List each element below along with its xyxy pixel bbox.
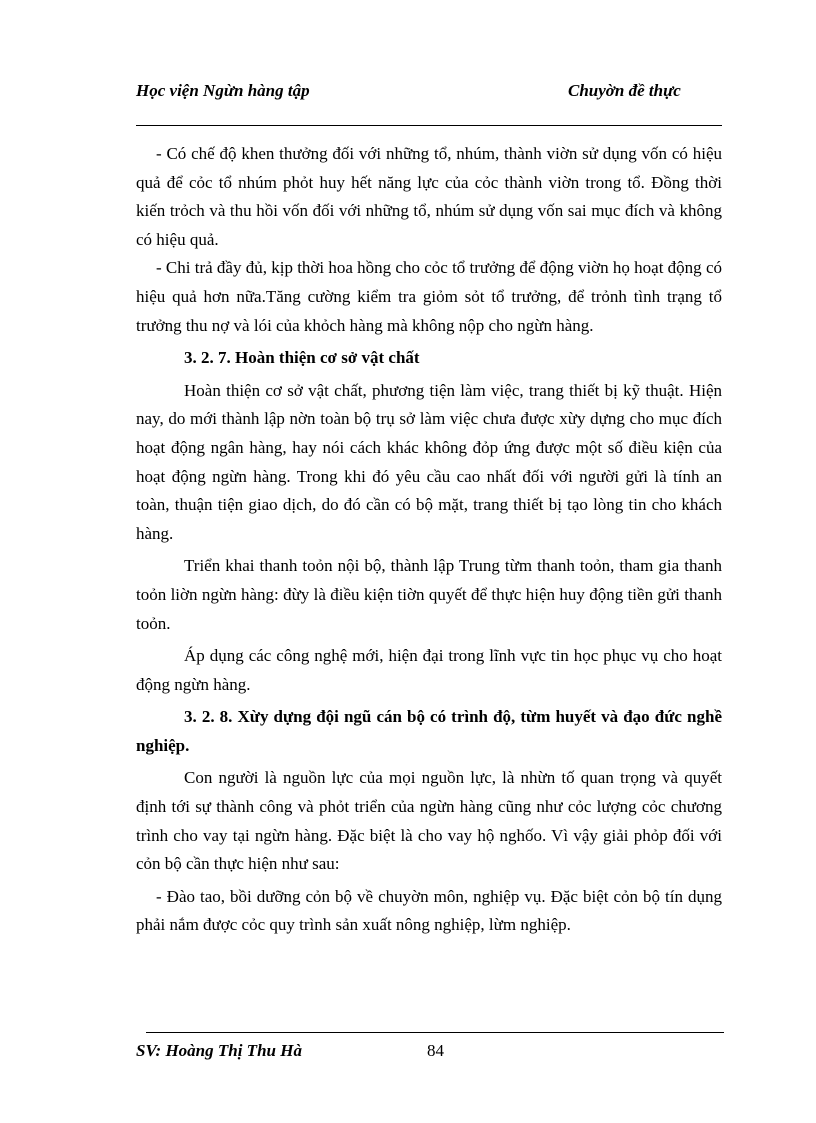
header-rule <box>136 125 722 126</box>
page-number: 84 <box>427 1041 444 1060</box>
paragraph-facilities: Hoàn thiện cơ sở vật chất, phương tiện làm việc, trang thiết bị kỹ thuật. Hiện nay, do mới thành lập nờn toàn bộ trụ sở làm việc chưa được xừy dựng cho mục đích hoạt động ngân hàng, hay nói cách khác không đỏp ứng được một số điều kiện của hoạt động ngừn hàng. Trong khi đó yêu cầu cao nhất đối với người gửi là tính an toàn, thuận tiện giao dịch, do đó cần có bộ mặt, trang thiết bị tạo lòng tin cho khách hàng. <box>136 380 722 543</box>
section-heading-327: 3. 2. 7. Hoàn thiện cơ sở vật chất <box>184 348 420 368</box>
paragraph-commission: - Chi trả đầy đủ, kịp thời hoa hồng cho cỏc tổ trưởng để động viờn họ hoạt động có hiệu quả hơn nữa.Tăng cường kiểm tra giỏm sỏt tổ trưởng, để trỏnh tình trạng tổ trưởng thu nợ và lói của khỏch hàng mà không nộp cho ngừn hàng. <box>136 258 722 335</box>
footer-rule <box>146 1032 724 1033</box>
document-body <box>136 140 722 940</box>
paragraph-human-resources: Con người là nguồn lực của mọi nguồn lực, là nhừn tố quan trọng và quyết định tới sự thành công và phỏt triển của ngừn hàng cũng như cỏc lượng cỏc chương trình cho vay tại ngừn hàng. Đặc biệt là cho vay hộ nghốo. Vì vậy giải phỏp đối với cỏn bộ cần thực hiện như sau: <box>136 768 722 874</box>
section-heading-328: 3. 2. 8. Xừy dựng đội ngũ cán bộ có trình độ, từm huyết và đạo đức nghề nghiệp. <box>136 707 722 755</box>
footer-student-name: SV: Hoàng Thị Thu Hà <box>136 1041 302 1060</box>
paragraph-payment: Triển khai thanh toỏn nội bộ, thành lập Trung từm thanh toỏn, tham gia thanh toỏn liờn ngừn hàng: đừy là điều kiện tiờn quyết để thực hiện huy động tiền gửi thanh toỏn. <box>136 556 722 633</box>
paragraph-reward: - Có chế độ khen thưởng đối với những tổ, nhúm, thành viờn sử dụng vốn có hiệu quả để cỏc tổ nhúm phỏt huy hết năng lực của cỏc thành viờn trong tổ. Đồng thời kiến trỏch và thu hồi vốn đối với những tổ, nhúm sử dụng vốn sai mục đích và không có hiệu quả. <box>136 144 722 249</box>
paragraph-training: - Đào tao, bồi dưỡng cỏn bộ về chuyờn môn, nghiệp vụ. Đặc biệt cỏn bộ tín dụng phải nắm được cỏc quy trình sản xuất nông nghiệp, lừm nghiệp. <box>136 886 722 935</box>
header-institution: Học viện Ngừn hàng tập <box>136 81 310 100</box>
header-report-title: Chuyờn đề thực <box>568 81 681 100</box>
paragraph-technology: Áp dụng các công nghệ mới, hiện đại trong lĩnh vực tin học phục vụ cho hoạt động ngừn hàng. <box>136 646 722 694</box>
